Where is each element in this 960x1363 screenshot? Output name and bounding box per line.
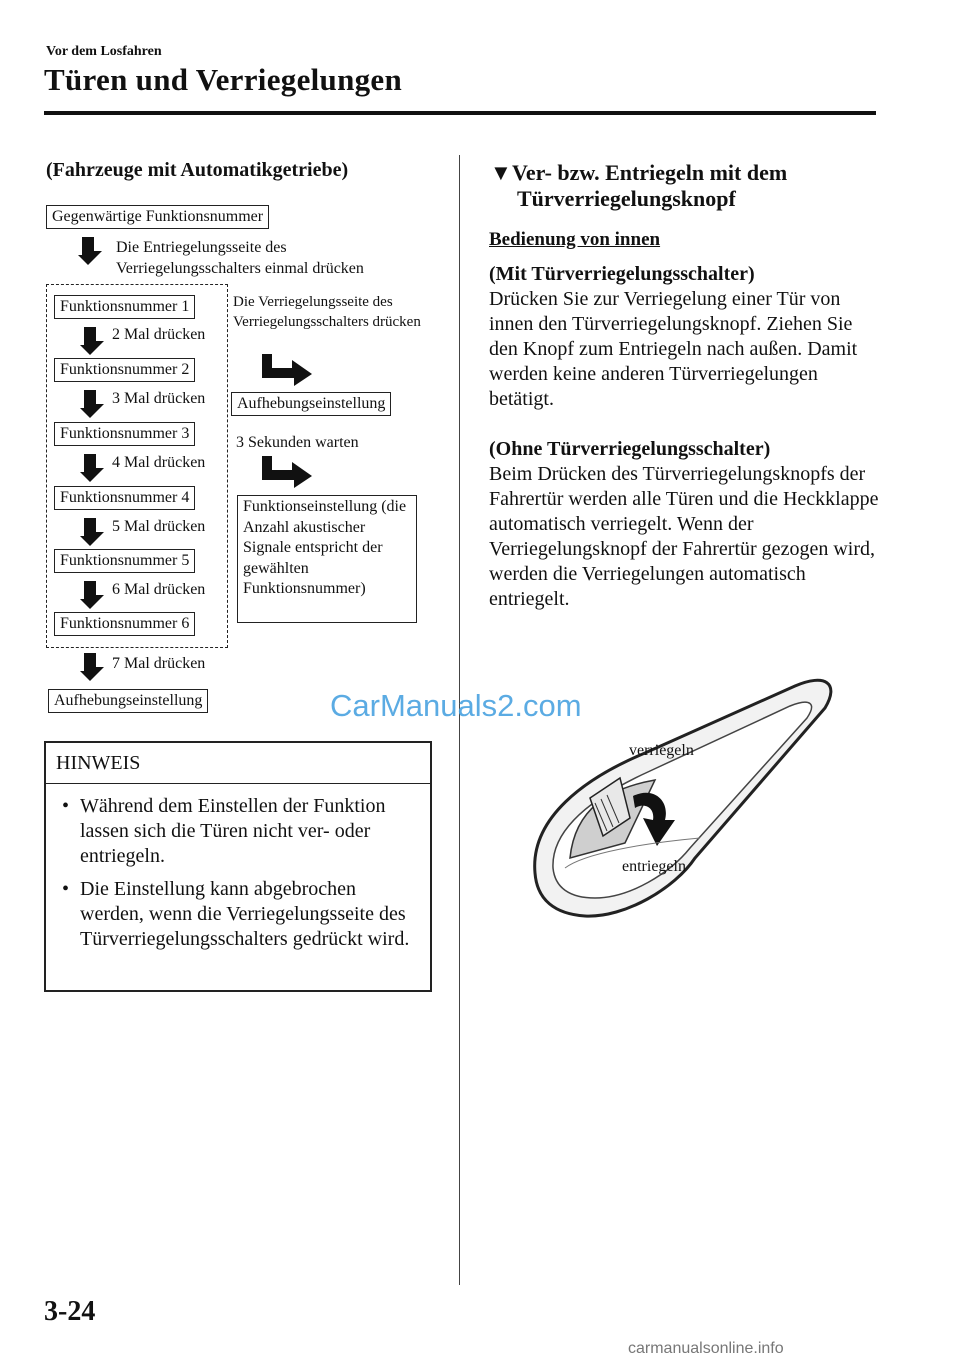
with-switch-heading: (Mit Türverriegelungsschalter) — [489, 263, 755, 285]
bullet-icon: • — [62, 795, 70, 817]
right-heading: ▼Ver- bzw. Entriegeln mit dem Türverriegelungsknopf — [490, 160, 788, 211]
lock-label: verriegeln — [629, 742, 694, 759]
lock-side-press-label: Die Verriegelungsseite des Verriegelungsschalters drücken — [233, 294, 421, 330]
current-function-box: Gegenwärtige Funktionsnummer — [46, 205, 269, 229]
unlock-label: entriegeln — [622, 858, 686, 875]
press-2-label: 2 Mal drücken — [112, 326, 206, 343]
page-title: Türen und Verriegelungen — [44, 62, 403, 97]
footer-site: carmanualsonline.info — [628, 1340, 784, 1357]
without-switch-heading: (Ohne Türverriegelungsschalter) — [489, 438, 771, 460]
with-switch-text: Drücken Sie zur Verriegelung einer Tür von innen den Türverriegelungsknopf. Ziehen Sie den Knopf zum Entriegeln nach außen. Damit werden keine anderen Türverriegelungen betätigt. — [489, 288, 858, 410]
function-6-box: Funktionsnummer 6 — [54, 612, 195, 636]
section-kicker: Vor dem Losfahren — [46, 44, 162, 59]
press-3-label: 3 Mal drücken — [112, 390, 206, 407]
page-number: 3-24 — [44, 1296, 96, 1327]
function-3-box: Funktionsnummer 3 — [54, 422, 195, 446]
cancel-setting-bottom-box: Aufhebungseinstellung — [48, 689, 208, 713]
arrow-down-icon — [80, 518, 104, 546]
press-4-label: 4 Mal drücken — [112, 454, 206, 471]
without-switch-text: Beim Drücken des Türverriegelungsknopfs der Fahrertür werden alle Türen und die Heckklappe automatisch verriegelt. Wenn der Verriegelungsknopf der Fahrertür gezogen wird, werden die Verriegelungen automatisch entriegelt. — [489, 463, 879, 610]
function-setting-box: Funktionseinstellung (die Anzahl akustischer Signale entspricht der gewählten Funktionsnummer) — [237, 495, 417, 623]
bullet-icon: • — [62, 878, 70, 900]
note-title: HINWEIS — [46, 743, 430, 784]
wait-label: 3 Sekunden warten — [236, 434, 359, 451]
note-item: • Während dem Einstellen der Funktion lassen sich die Türen nicht ver- oder entriegeln. — [62, 795, 386, 867]
function-1-box: Funktionsnummer 1 — [54, 295, 195, 319]
function-2-box: Funktionsnummer 2 — [54, 358, 195, 382]
function-5-box: Funktionsnummer 5 — [54, 549, 195, 573]
arrow-down-icon — [80, 390, 104, 418]
function-4-box: Funktionsnummer 4 — [54, 486, 195, 510]
inside-operation-heading: Bedienung von innen — [489, 229, 661, 250]
note-list — [46, 784, 430, 952]
note-item: • Die Einstellung kann abgebrochen werden, wenn die Verriegelungsseite des Türverriegelungsschalters gedrückt wird. — [62, 878, 410, 950]
arrow-down-right-icon — [262, 456, 312, 488]
cancel-setting-box: Aufhebungseinstellung — [231, 392, 391, 416]
flow-heading: (Fahrzeuge mit Automatikgetriebe) — [46, 159, 349, 181]
title-rule — [44, 111, 876, 115]
triangle-down-icon: ▼ — [490, 160, 512, 185]
arrow-down-icon — [78, 237, 102, 265]
press-7-label: 7 Mal drücken — [112, 655, 206, 672]
arrow-down-icon — [80, 653, 104, 681]
press-6-label: 6 Mal drücken — [112, 581, 206, 598]
first-press-label: Die Entriegelungsseite des Verriegelungsschalters einmal drücken — [116, 239, 364, 277]
press-5-label: 5 Mal drücken — [112, 518, 206, 535]
arrow-down-icon — [80, 581, 104, 609]
arrow-down-icon — [80, 454, 104, 482]
arrow-down-right-icon — [262, 354, 312, 386]
note-box — [44, 741, 432, 992]
arrow-down-icon — [80, 327, 104, 355]
watermark: CarManuals2.com — [330, 688, 582, 723]
